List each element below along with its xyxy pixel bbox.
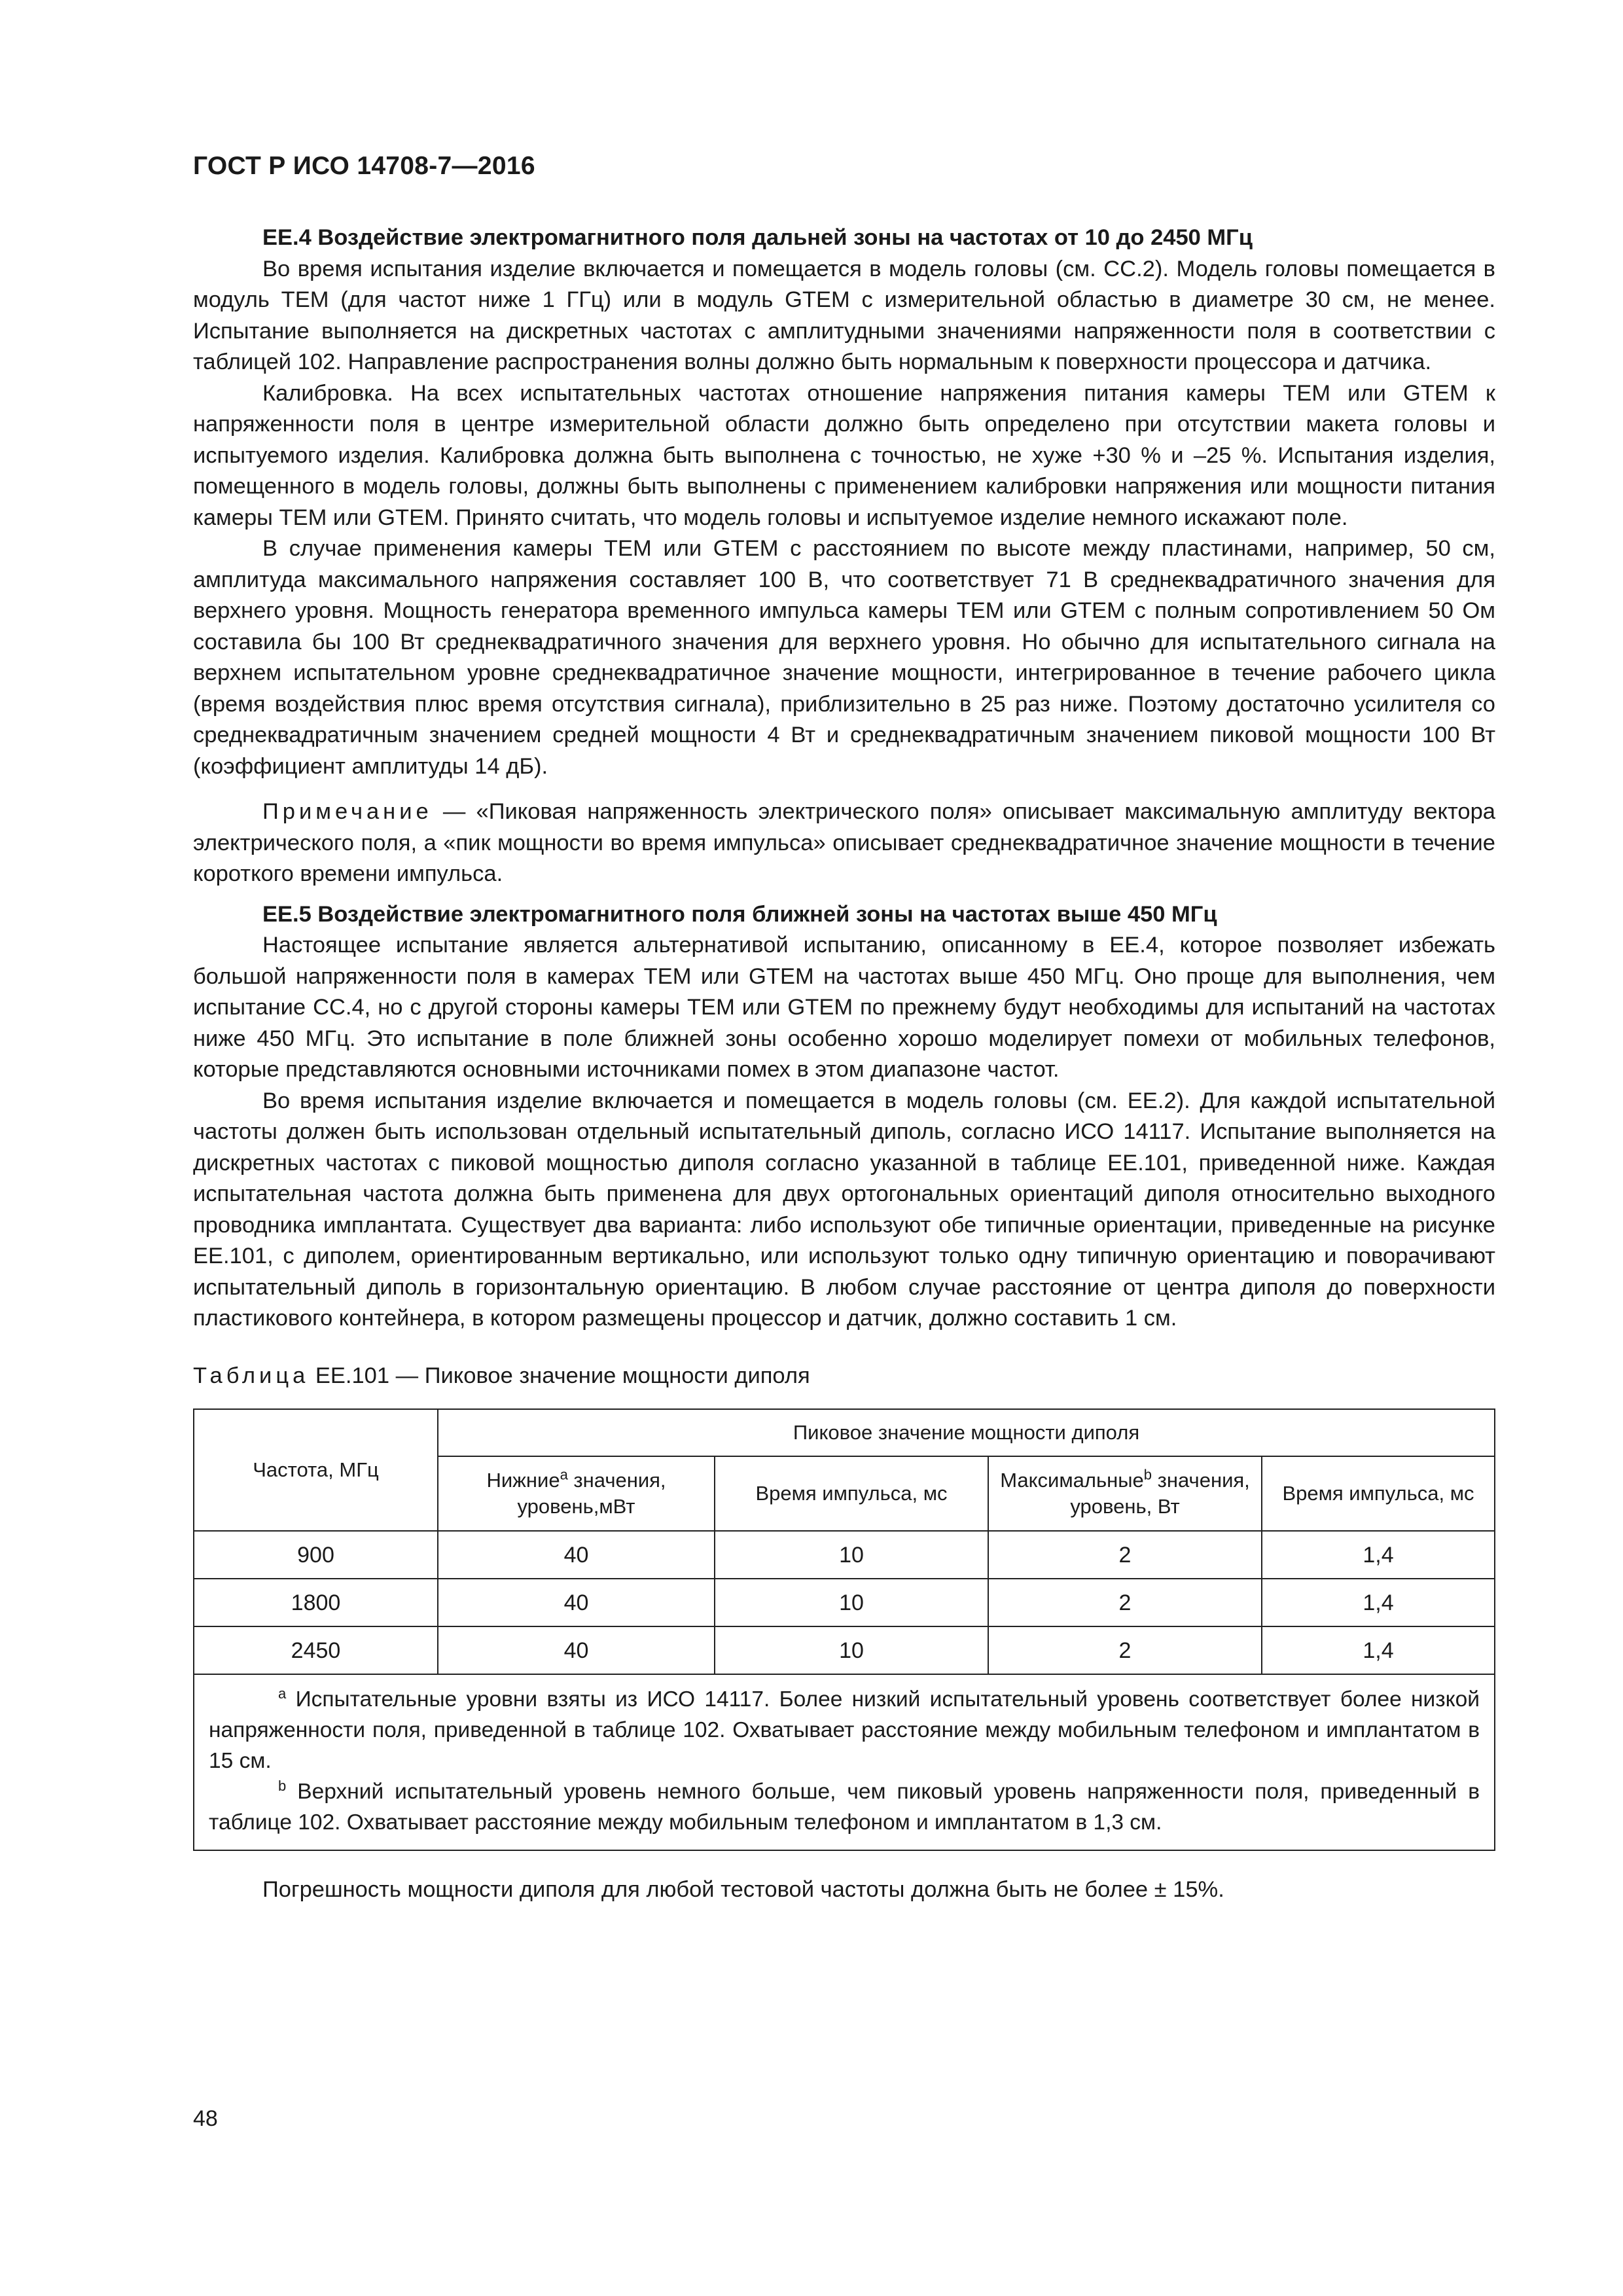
col-header-pulse-time-1: Время импульса, мс bbox=[715, 1456, 988, 1531]
paragraph: Во время испытания изделие включается и помещается в модель головы (см. СС.2). Модель головы помещается в модуль ТЕМ (для частот ниже 1 ГГц) или в модуль GTEM с измерительной областью в диаметре 30 см, не менее. Испытание выполняется на дискретных частотах с амплитудными значениями напряженности поля в соответствии с таблицей 102. Направление распространения волны должно быть нормальным к поверхности процессора и датчика. bbox=[193, 256, 1495, 374]
note bbox=[193, 797, 1495, 890]
document-header: ГОСТ Р ИСО 14708-7—2016 bbox=[193, 152, 535, 180]
table-row bbox=[194, 1626, 1495, 1674]
section-heading-ee5: ЕЕ.5 Воздействие электромагнитного поля ближней зоны на частотах выше 450 МГц bbox=[262, 901, 1217, 927]
table-caption-text: ЕЕ.101 — Пиковое значение мощности диполя bbox=[309, 1363, 810, 1388]
footnote-b-text: Верхний испытательный уровень немного больше, чем пиковый уровень напряженности поля, приведенный в таблице 102. Охватывает расстояние между мобильным телефоном и имплантатом в 1,3 см. bbox=[209, 1780, 1480, 1835]
footnote-a-text: Испытательные уровни взяты из ИСО 14117. Более низкий испытательный уровень соответствует более низкой напряженности поля, приведенной в таблице 102. Охватывает расстояние между мобильным телефоном и имплантатом в 15 см. bbox=[209, 1687, 1480, 1773]
footnote-b-mark: b bbox=[278, 1777, 287, 1794]
table-caption bbox=[193, 1361, 1495, 1392]
cell-lower-level: 40 bbox=[438, 1626, 715, 1674]
col-lower-label: Нижние bbox=[486, 1469, 560, 1492]
final-paragraph: Погрешность мощности диполя для любой тестовой частоты должна быть не более ± 15%. bbox=[262, 1877, 1224, 1902]
note-text: — «Пиковая напряженность электрического поля» описывает максимальную амплитуду вектора электрического поля, а «пик мощности во время импульса» описывает среднеквадратичное значение мощности в течение короткого времени импульса. bbox=[193, 799, 1495, 886]
col-header-pulse-time-2: Время импульса, мс bbox=[1262, 1456, 1495, 1531]
table-footnotes-row bbox=[194, 1674, 1495, 1850]
table-header-row bbox=[194, 1409, 1495, 1456]
cell-pulse-time-2: 1,4 bbox=[1262, 1626, 1495, 1674]
page-content bbox=[193, 223, 1495, 1906]
table-footnotes bbox=[194, 1674, 1495, 1850]
cell-lower-level: 40 bbox=[438, 1531, 715, 1579]
section-heading-ee4: ЕЕ.4 Воздействие электромагнитного поля дальней зоны на частотах от 10 до 2450 МГц bbox=[262, 225, 1253, 250]
cell-frequency: 2450 bbox=[194, 1626, 438, 1674]
col-header-frequency: Частота, МГц bbox=[194, 1409, 438, 1531]
cell-frequency: 1800 bbox=[194, 1579, 438, 1626]
group-header-peak-power: Пиковое значение мощности диполя bbox=[438, 1409, 1495, 1456]
cell-max-level: 2 bbox=[988, 1626, 1262, 1674]
paragraph: Калибровка. На всех испытательных частотах отношение напряжения питания камеры ТЕМ или GTEM к напряженности поля в центре измерительной области должно быть определено при отсутствии макета головы и испытуемого изделия. Калибровка должна быть выполнена с точностью, не хуже +30 % и –25 %. Испытания изделия, помещенного в модель головы, должны быть выполнены с применением калибровки напряжения или мощности питания камеры ТЕМ или GTEM. Принято считать, что модель головы и испытуемое изделие немного искажают поле. bbox=[193, 380, 1495, 530]
paragraph: В случае применения камеры ТЕМ или GTEM с расстоянием по высоте между пластинами, например, 50 см, амплитуда максимального напряжения составляет 100 В, что соответствует 71 В среднеквадратичного значения для верхнего уровня. Мощность генератора временного импульса камеры ТЕМ или GTEM с полным сопротивлением 50 Ом составила бы 100 Вт среднеквадратичного значения для верхнего уровня. Но обычно для испытательного сигнала на верхнем испытательном уровне среднеквадратичное значение мощности, интегрированное в течение рабочего цикла (время воздействия плюс время отсутствия сигнала), приблизительно в 25 раз ниже. Поэтому достаточно усилителя со среднеквадратичным значением средней мощности 4 Вт и среднеквадратичным значением пиковой мощности 100 Вт (коэффициент амплитуды 14 дБ). bbox=[193, 536, 1495, 779]
cell-pulse-time-1: 10 bbox=[715, 1626, 988, 1674]
table-row bbox=[194, 1531, 1495, 1579]
page-number: 48 bbox=[193, 2106, 218, 2131]
footnote-mark-a: a bbox=[560, 1466, 568, 1483]
cell-lower-level: 40 bbox=[438, 1579, 715, 1626]
col-max-rest: значения, уровень, Вт bbox=[1070, 1469, 1250, 1518]
note-label: Примечание bbox=[262, 799, 433, 824]
cell-frequency: 900 bbox=[194, 1531, 438, 1579]
paragraph: Настоящее испытание является альтернативой испытанию, описанному в ЕЕ.4, которое позволяет избежать большой напряженности поля в камерах ТЕМ или GTEM на частотах выше 450 МГц. Оно проще для выполнения, чем испытание СС.4, но с другой стороны камеры ТЕМ или GTEM по прежнему будут необходимы для испытаний на частотах ниже 450 МГц. Это испытание в поле ближней зоны особенно хорошо моделирует помехи от мобильных телефонов, которые представляются основными источниками помех в этом диапазоне частот. bbox=[193, 933, 1495, 1082]
cell-pulse-time-2: 1,4 bbox=[1262, 1531, 1495, 1579]
table-row bbox=[194, 1579, 1495, 1626]
cell-pulse-time-2: 1,4 bbox=[1262, 1579, 1495, 1626]
footnote-a bbox=[209, 1684, 1480, 1776]
dipole-power-table bbox=[193, 1408, 1495, 1851]
table-caption-label: Таблица bbox=[193, 1363, 310, 1388]
col-lower-rest: значения, уровень,мВт bbox=[517, 1469, 666, 1518]
col-header-lower-level bbox=[438, 1456, 715, 1531]
paragraph: Во время испытания изделие включается и помещается в модель головы (см. ЕЕ.2). Для каждой испытательной частоты должен быть использован отдельный испытательный диполь, согласно ИСО 14117. Испытание выполняется на дискретных частотах с пиковой мощностью диполя согласно указанной в таблице ЕЕ.101, приведенной ниже. Каждая испытательная частота должна быть применена для двух ортогональных ориентаций диполя относительно выходного проводника имплантата. Существует два варианта: либо используют обе типичные ориентации, приведенные на рисунке ЕЕ.101, с диполем, ориентированным вертикально, или используют только одну типичную ориентацию и поворачивают испытательный диполь в горизонтальную ориентацию. В любом случае расстояние от центра диполя до поверхности пластикового контейнера, в котором размещены процессор и датчик, должно составить 1 см. bbox=[193, 1088, 1495, 1331]
cell-pulse-time-1: 10 bbox=[715, 1579, 988, 1626]
col-max-label: Максимальные bbox=[1000, 1469, 1144, 1492]
cell-max-level: 2 bbox=[988, 1579, 1262, 1626]
cell-max-level: 2 bbox=[988, 1531, 1262, 1579]
cell-pulse-time-1: 10 bbox=[715, 1531, 988, 1579]
footnote-mark-b: b bbox=[1143, 1466, 1152, 1483]
footnote-a-mark: a bbox=[278, 1685, 287, 1702]
col-header-max-level bbox=[988, 1456, 1262, 1531]
footnote-b bbox=[209, 1776, 1480, 1838]
